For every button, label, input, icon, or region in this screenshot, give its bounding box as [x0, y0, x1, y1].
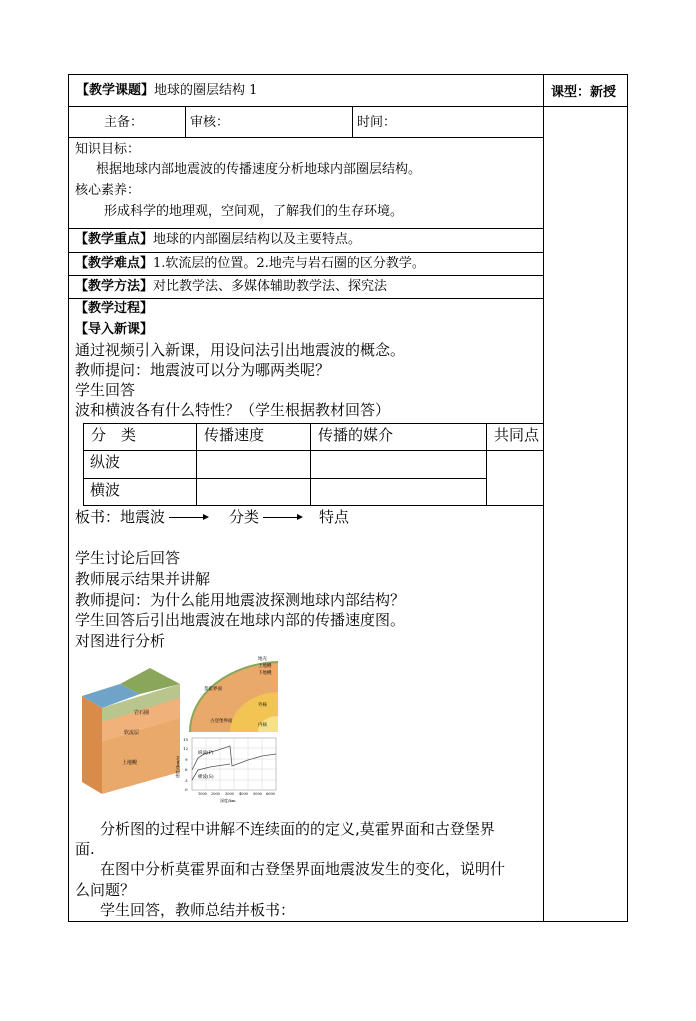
- y-tick: 3: [185, 778, 188, 783]
- block-label: 上地幔: [122, 760, 138, 766]
- y-tick: 9: [185, 757, 188, 762]
- method-text: 对比教学法、多媒体辅助教学法、探究法: [153, 279, 388, 294]
- velocity-graph: [174, 737, 276, 803]
- wave-table-header: 传播速度: [204, 426, 265, 444]
- row-divider: [68, 298, 544, 299]
- boundary-label: 莫霍界面: [204, 687, 222, 692]
- layer-label: 上地幔: [258, 664, 272, 669]
- graph-xlabel: 深度/km: [220, 798, 236, 803]
- row-divider: [68, 106, 628, 107]
- analysis-line: 面.: [75, 840, 95, 858]
- process-line: 学生回答: [75, 381, 136, 399]
- analysis-line: 分析图的过程中讲解不连续面的的定义,莫霍界面和古登堡界: [100, 820, 495, 838]
- discussion-line: 学生讨论后回答: [75, 549, 181, 567]
- layer-label: 地壳: [258, 657, 267, 662]
- course-type: 课型：新授: [551, 85, 617, 100]
- layer-label: 下地幔: [258, 671, 272, 676]
- wave-row-label: 纵波: [90, 453, 121, 471]
- intro-title: 【导入新课】: [75, 322, 154, 337]
- analysis-line: 在图中分析莫霍界面和古登堡界面地震波发生的变化，说明什: [100, 860, 506, 878]
- key-point-row: [75, 233, 361, 246]
- wave-table-line: [83, 423, 543, 424]
- wave-table-line: [83, 423, 84, 505]
- discussion-line: 对图进行分析: [75, 632, 166, 650]
- wave-table-line: [196, 423, 197, 505]
- x-tick: 4000: [239, 792, 248, 796]
- difficulty-text: 1.软流层的位置。2.地壳与岩石圈的区分教学。: [153, 256, 425, 271]
- y-tick: 0: [185, 787, 188, 792]
- column-divider: [185, 106, 186, 137]
- difficulty-row: [75, 257, 425, 270]
- layer-label: 内核: [258, 723, 267, 728]
- method-row: [75, 280, 387, 293]
- objectives-title: 知识目标：: [75, 142, 141, 157]
- wave-label: 横波(S): [198, 775, 214, 780]
- x-tick: 3000: [225, 792, 234, 796]
- process-line: 教师提问：地震波可以分为哪两类呢？: [75, 361, 331, 379]
- board-prefix: 板书：地震波: [75, 508, 166, 526]
- analysis-line: 学生回答，教师总结并板书：: [100, 901, 296, 919]
- arrow-icon: [263, 517, 301, 518]
- layer-label: 外核: [258, 703, 267, 708]
- preparer-label: 主备：: [104, 115, 144, 130]
- x-tick: 2000: [211, 792, 220, 796]
- wave-table-line: [310, 423, 311, 505]
- wave-row-label: 横波: [90, 481, 121, 499]
- discussion-line: 学生回答后引出地震波在地球内部的传播速度图。: [75, 611, 406, 629]
- analysis-line: 么问题？: [75, 881, 136, 899]
- board-middle: 分类: [229, 508, 260, 526]
- subject-value: 地球的圈层结构 1: [154, 83, 258, 98]
- key-point-text: 地球的内部圈层结构以及主要特点。: [153, 232, 362, 247]
- x-tick: 5000: [253, 792, 262, 796]
- wave-table-header: 分 类: [91, 426, 137, 444]
- y-tick: 6: [185, 767, 188, 772]
- time-label: 时间：: [357, 115, 397, 130]
- boundary-label: 古登堡界面: [210, 719, 233, 724]
- discussion-line: 教师提问：为什么能用地震波探测地球内部结构？: [75, 591, 406, 609]
- wave-table-line: [83, 450, 543, 451]
- subject-label: 【教学课题】: [76, 83, 155, 98]
- graph-ylabel: 速度/(km/s): [175, 755, 180, 778]
- method-label: 【教学方法】: [75, 279, 154, 294]
- process-title: 【教学过程】: [75, 301, 154, 316]
- block-label: 岩石圈: [134, 710, 150, 716]
- wave-label: 纵波(P): [198, 751, 214, 756]
- wave-table-line: [486, 423, 487, 505]
- core-title: 核心素养：: [75, 183, 141, 198]
- wave-table-line: [83, 478, 486, 479]
- earth-block-diagram: [82, 668, 180, 794]
- board-writing: [75, 510, 349, 525]
- board-end: 特点: [319, 508, 350, 526]
- row-divider: [68, 252, 544, 253]
- discussion-line: 教师展示结果并讲解: [75, 570, 211, 588]
- block-label: 软流层: [124, 730, 140, 736]
- x-tick: 6000: [266, 792, 275, 796]
- reviewer-label: 审核：: [190, 115, 230, 130]
- process-line: 通过视频引入新课，用设问法引出地震波的概念。: [75, 341, 406, 359]
- objectives-text: 根据地球内部地震波的传播速度分析地球内部圈层结构。: [96, 162, 422, 177]
- x-tick: 1000: [198, 792, 207, 796]
- wave-table-header: 传播的媒介: [318, 426, 394, 444]
- wave-table-line: [83, 505, 543, 506]
- y-tick: 12: [183, 746, 189, 751]
- column-divider: [352, 106, 353, 137]
- key-point-label: 【教学重点】: [75, 232, 154, 247]
- earth-structure-figure: [80, 654, 280, 804]
- subject-row: [76, 84, 257, 97]
- process-line: 波和横波各有什么特性？（学生根据教材回答）: [75, 401, 391, 419]
- row-divider: [68, 137, 544, 138]
- wave-table-header: 共同点: [494, 426, 540, 444]
- core-text: 形成科学的地理观，空间观，了解我们的生存环境。: [104, 204, 404, 219]
- row-divider: [68, 228, 544, 229]
- arrow-icon: [169, 517, 207, 518]
- row-divider: [68, 275, 544, 276]
- block-side-left: [82, 696, 102, 794]
- column-divider: [543, 74, 544, 922]
- difficulty-label: 【教学难点】: [75, 256, 154, 271]
- y-tick: 15: [183, 737, 189, 742]
